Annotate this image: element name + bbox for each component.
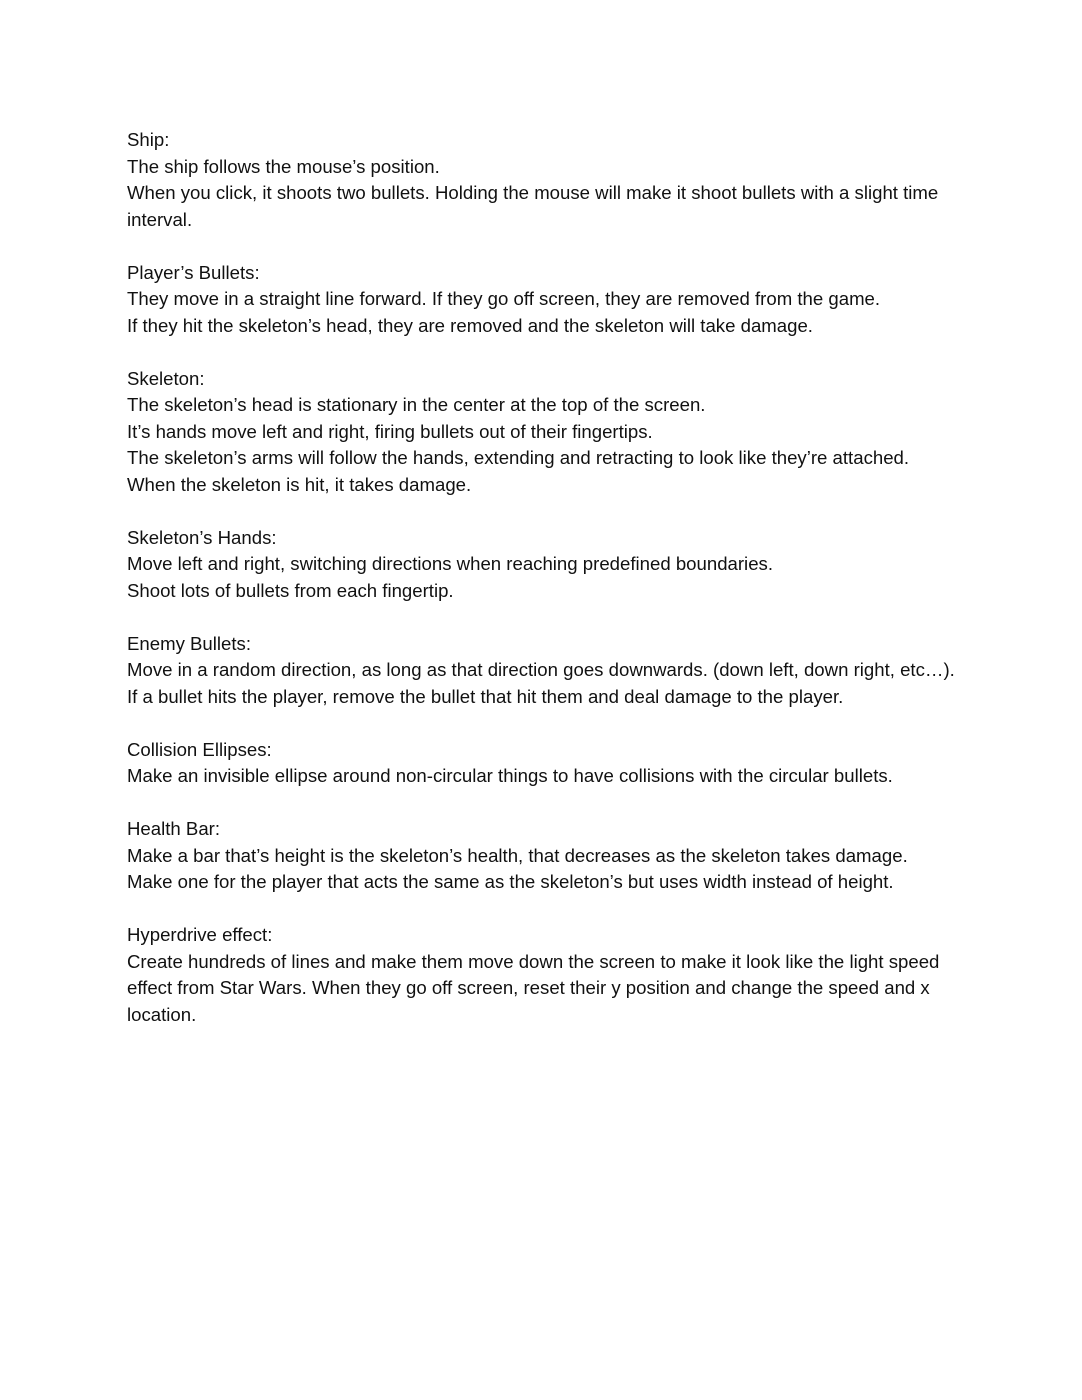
section-heading: Skeleton: — [127, 367, 205, 389]
body-line: If they hit the skeleton’s head, they are removed and the skeleton will take damage. — [127, 314, 813, 336]
section-hyperdrive-effect — [127, 922, 957, 1028]
section-heading: Collision Ellipses: — [127, 738, 272, 760]
section-skeleton — [127, 366, 957, 499]
section-ship — [127, 127, 957, 233]
section-collision-ellipses — [127, 737, 957, 790]
body-line: Shoot lots of bullets from each fingertip. — [127, 579, 454, 601]
section-heading: Skeleton’s Hands: — [127, 526, 277, 548]
body-line: The skeleton’s head is stationary in the center at the top of the screen. — [127, 394, 706, 415]
body-line: When you click, it shoots two bullets. Holding the mouse will make it shoot bullets with a slight time interval. — [127, 182, 939, 230]
body-line: Make a bar that’s height is the skeleton’s health, that decreases as the skeleton takes damage. — [127, 844, 908, 866]
section-heading: Hyperdrive effect: — [127, 924, 273, 945]
section-heading: Ship: — [127, 129, 170, 150]
section-player-bullets — [127, 260, 957, 340]
body-line: Make an invisible ellipse around non-circular things to have collisions with the circular bullets. — [127, 765, 893, 786]
body-line: The skeleton’s arms will follow the hands, extending and retracting to look like they’re attached. — [127, 447, 910, 468]
section-heading: Health Bar: — [127, 818, 221, 839]
section-health-bar — [127, 816, 957, 896]
body-line: Make one for the player that acts the same as the skeleton’s but uses width instead of height. — [127, 871, 894, 892]
body-line: Create hundreds of lines and make them move down the screen to make it look like the light speed effect from Star Wars. When they go off screen, reset their y position and change the speed and x location. — [127, 950, 940, 1025]
section-enemy-bullets — [127, 631, 957, 711]
body-line: When the skeleton is hit, it takes damage. — [127, 473, 472, 495]
body-line: The ship follows the mouse’s position. — [127, 155, 440, 177]
body-line: Move left and right, switching directions when reaching predefined boundaries. — [127, 553, 773, 574]
section-skeleton-hands — [127, 525, 957, 605]
body-line: If a bullet hits the player, remove the bullet that hit them and deal damage to the player. — [127, 685, 844, 707]
section-heading: Player’s Bullets: — [127, 261, 260, 283]
section-heading: Enemy Bullets: — [127, 632, 252, 654]
body-line: They move in a straight line forward. If they go off screen, they are removed from the game. — [127, 288, 881, 309]
document-body — [127, 127, 957, 1055]
body-line: It’s hands move left and right, firing bullets out of their fingertips. — [127, 420, 653, 442]
body-line: Move in a random direction, as long as that direction goes downwards. (down left, down right, etc…). — [127, 659, 955, 680]
